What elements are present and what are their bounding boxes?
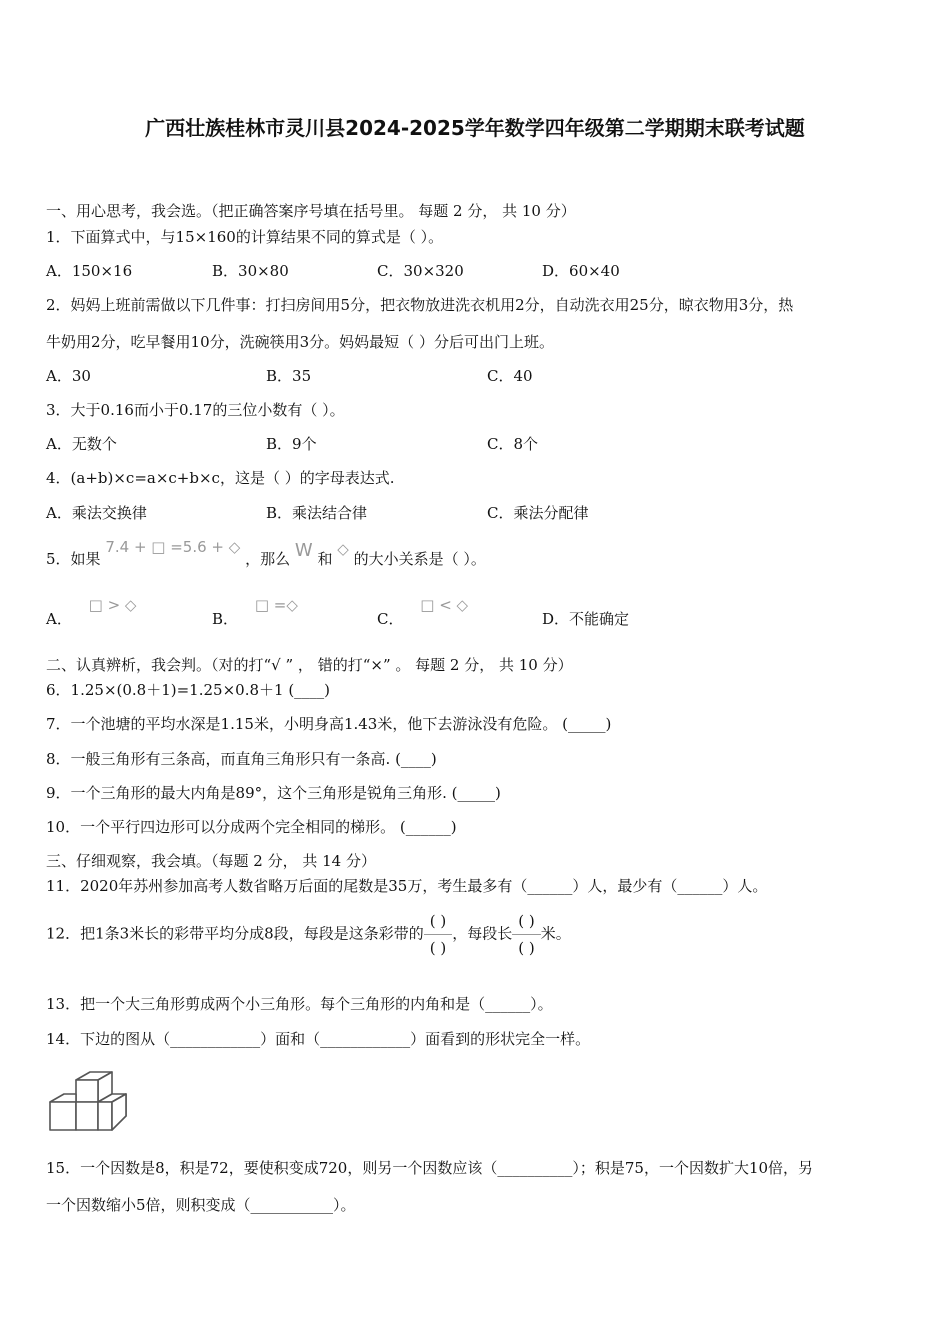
q5-option-c-expr: □ < ◇ <box>420 596 469 614</box>
q5-option-a-expr: □ > ◇ <box>88 596 137 614</box>
q5-option-c <box>377 596 469 629</box>
q4-option-a: A．乘法交换律 <box>46 504 147 522</box>
question-13: 13．把一个大三角形剪成两个小三角形。每个三角形的内角和是（______）。 <box>46 995 553 1013</box>
q12-fraction-2 <box>512 908 540 961</box>
question-7: 7．一个池塘的平均水深是1.15米，小明身高1.43米，他下去游泳没有危险。 (_____) <box>46 715 612 733</box>
q2-option-a: A．30 <box>46 367 91 385</box>
q2-option-c: C．40 <box>487 367 533 385</box>
q1-option-c: C．30×320 <box>377 262 464 280</box>
q3-option-a: A．无数个 <box>46 435 117 453</box>
q12-fraction-2-numerator: ( ) <box>512 908 540 935</box>
q5-option-b-label: B． <box>212 610 239 628</box>
q5-option-b <box>212 596 298 629</box>
q12-fraction-2-denominator: ( ) <box>518 939 535 957</box>
cube-stack-figure <box>46 1066 134 1136</box>
question-4: 4．(a+b)×c=a×c+b×c，这是（ ）的字母表达式. <box>46 469 395 487</box>
question-14: 14．下边的图从（____________）面和（____________）面看到的形状完全一样。 <box>46 1030 591 1048</box>
q4-option-c: C．乘法分配律 <box>487 504 589 522</box>
question-5 <box>46 538 486 569</box>
question-1: 1．下面算式中，与15×160的计算结果不同的算式是（ ）。 <box>46 228 444 246</box>
q5-option-a-label: A． <box>46 610 72 628</box>
page-title: 广西壮族桂林市灵川县2024-2025学年数学四年级第二学期期末联考试题 <box>145 116 805 140</box>
question-6: 6．1.25×(0.8＋1)=1.25×0.8＋1 (____) <box>46 681 331 699</box>
q3-option-b: B．9个 <box>266 435 317 453</box>
question-15-line-2: 一个因数缩小5倍，则积变成（___________）。 <box>46 1196 356 1214</box>
q5-prefix: 5．如果 <box>46 550 101 568</box>
q5-option-a <box>46 596 137 629</box>
question-3: 3．大于0.16而小于0.17的三位小数有（ ）。 <box>46 401 345 419</box>
q12-prefix: 12．把1条3米长的彩带平均分成8段，每段是这条彩带的 <box>46 924 424 943</box>
question-9: 9．一个三角形的最大内角是89°，这个三角形是锐角三角形. (_____) <box>46 784 501 802</box>
q4-option-b: B．乘法结合律 <box>266 504 368 522</box>
q1-option-d: D．60×40 <box>542 262 620 280</box>
q5-mid2: 和 <box>317 550 333 568</box>
section-2-heading: 二、认真辨析，我会判。（对的打“√ ” ， 错的打“×” 。 每题 2 分， 共 10 分） <box>46 656 573 674</box>
question-2-line-1: 2．妈妈上班前需做以下几件事：打扫房间用5分，把衣物放进洗衣机用2分，自动洗衣用25分，晾衣物用3分，热 <box>46 296 794 314</box>
question-8: 8．一般三角形有三条高，而直角三角形只有一条高. (____) <box>46 750 437 768</box>
q12-mid: ，每段长 <box>452 924 513 943</box>
q5-option-d: D．不能确定 <box>542 610 630 628</box>
q2-option-b: B．35 <box>266 367 312 385</box>
q5-option-c-label: C． <box>377 610 404 628</box>
q5-formula: 7.4 + □ =5.6 + ◇ <box>105 538 241 556</box>
question-12 <box>46 908 571 961</box>
q1-option-b: B．30×80 <box>212 262 289 280</box>
question-10: 10．一个平行四边形可以分成两个完全相同的梯形。 (______) <box>46 818 457 836</box>
diamond-icon: ◇ <box>337 540 349 558</box>
q5-mid1: ，那么 <box>245 550 291 568</box>
q5-option-b-expr: □ =◇ <box>254 596 298 614</box>
question-15-line-1: 15．一个因数是8，积是72，要使积变成720，则另一个因数应该（__________）；积是75，一个因数扩大10倍，另 <box>46 1159 814 1177</box>
q5-w: W <box>294 540 313 561</box>
q3-option-c: C．8个 <box>487 435 539 453</box>
question-11: 11．2020年苏州参加高考人数省略万后面的尾数是35万，考生最多有（______）人，最少有（______）人。 <box>46 877 768 895</box>
section-3-heading: 三、仔细观察，我会填。（每题 2 分， 共 14 分） <box>46 852 376 870</box>
q12-fraction-1 <box>424 908 452 961</box>
q12-fraction-1-numerator: ( ) <box>424 908 452 935</box>
question-2-line-2: 牛奶用2分，吃早餐用10分，洗碗筷用3分。妈妈最短（ ）分后可出门上班。 <box>46 333 554 351</box>
section-1-heading: 一、用心思考，我会选。（把正确答案序号填在括号里。 每题 2 分， 共 10 分） <box>46 202 576 220</box>
q12-fraction-1-denominator: ( ) <box>429 939 447 957</box>
q1-option-a: A．150×16 <box>46 262 133 280</box>
q12-suffix: 米。 <box>540 924 571 943</box>
q5-suffix: 的大小关系是（ ）。 <box>353 550 486 568</box>
